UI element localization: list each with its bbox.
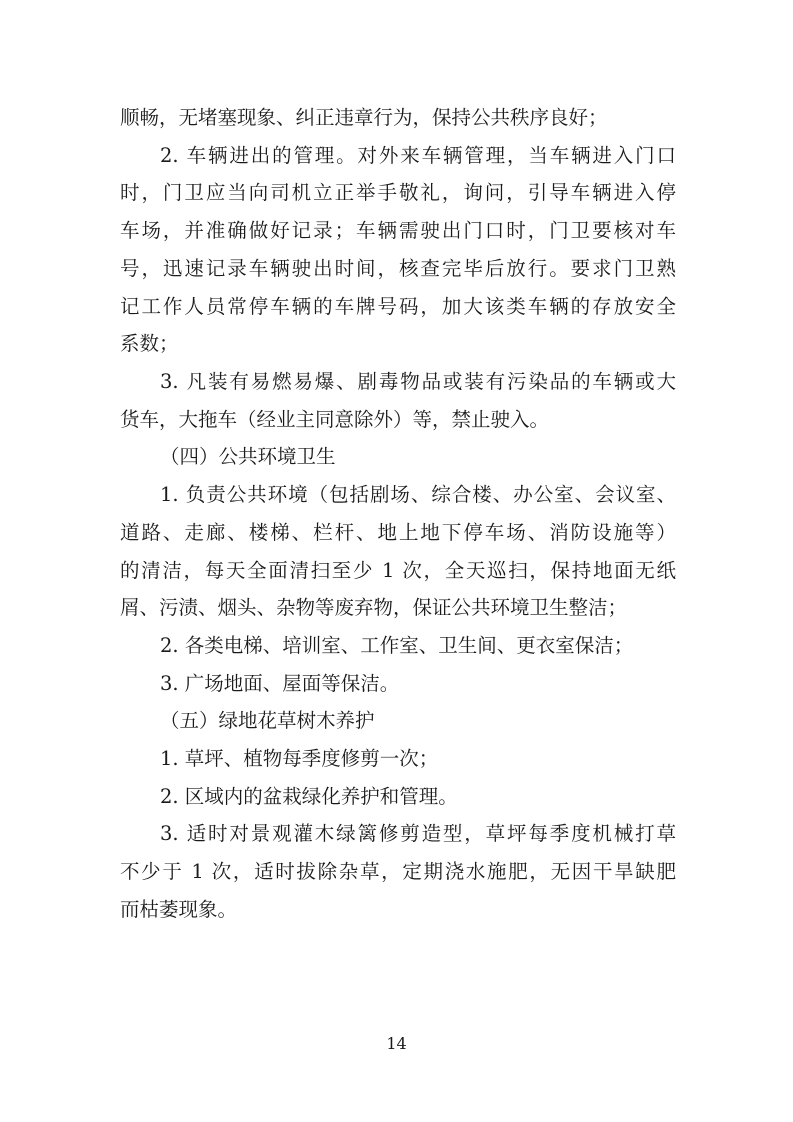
text-line: 记工作人员常停车辆的车牌号码，加大该类车辆的存放安全 xyxy=(120,295,676,318)
text-line: 2. 各类电梯、培训室、工作室、卫生间、更衣室保洁； xyxy=(160,634,634,657)
text-line: 号，迅速记录车辆驶出时间，核查完毕后放行。要求门卫熟 xyxy=(120,257,676,280)
text-line: 3. 凡装有易燃易爆、剧毒物品或装有污染品的车辆或大 xyxy=(160,370,676,393)
text-line: 1. 负责公共环境（包括剧场、综合楼、办公室、会议室、 xyxy=(160,483,676,506)
text-line: 屑、污渍、烟头、杂物等废弃物，保证公共环境卫生整洁； xyxy=(120,596,628,619)
text-line: 系数； xyxy=(120,332,179,355)
text-line: 的清洁，每天全面清扫至少 1 次，全天巡扫，保持地面无纸 xyxy=(120,559,676,582)
section-heading: （五）绿地花草树木养护 xyxy=(160,709,375,732)
text-line: 顺畅，无堵塞现象、纠正违章行为，保持公共秩序良好； xyxy=(120,106,608,129)
text-line: 2. 区域内的盆栽绿化养护和管理。 xyxy=(160,785,458,808)
text-line: 3. 广场地面、屋面等保洁。 xyxy=(160,672,400,695)
text-line: 货车，大拖车（经业主同意除外）等，禁止驶入。 xyxy=(120,408,550,431)
text-line: 而枯萎现象。 xyxy=(120,898,238,921)
text-line: 道路、走廊、楼梯、栏杆、地上地下停车场、消防设施等） xyxy=(120,521,676,544)
page-number: 14 xyxy=(386,1034,407,1053)
text-line: 车场，并准确做好记录；车辆需驶出门口时，门卫要核对车 xyxy=(120,219,676,242)
text-line: 2. 车辆进出的管理。对外来车辆管理，当车辆进入门口 xyxy=(160,144,676,167)
text-line: 1. 草坪、植物每季度修剪一次； xyxy=(160,747,439,770)
section-heading: （四）公共环境卫生 xyxy=(160,445,336,468)
text-line: 3. 适时对景观灌木绿篱修剪造型，草坪每季度机械打草 xyxy=(160,822,676,845)
text-line: 时，门卫应当向司机立正举手敬礼，询问，引导车辆进入停 xyxy=(120,181,676,204)
text-line: 不少于 1 次，适时拔除杂草，定期浇水施肥，无因干旱缺肥 xyxy=(120,860,676,883)
